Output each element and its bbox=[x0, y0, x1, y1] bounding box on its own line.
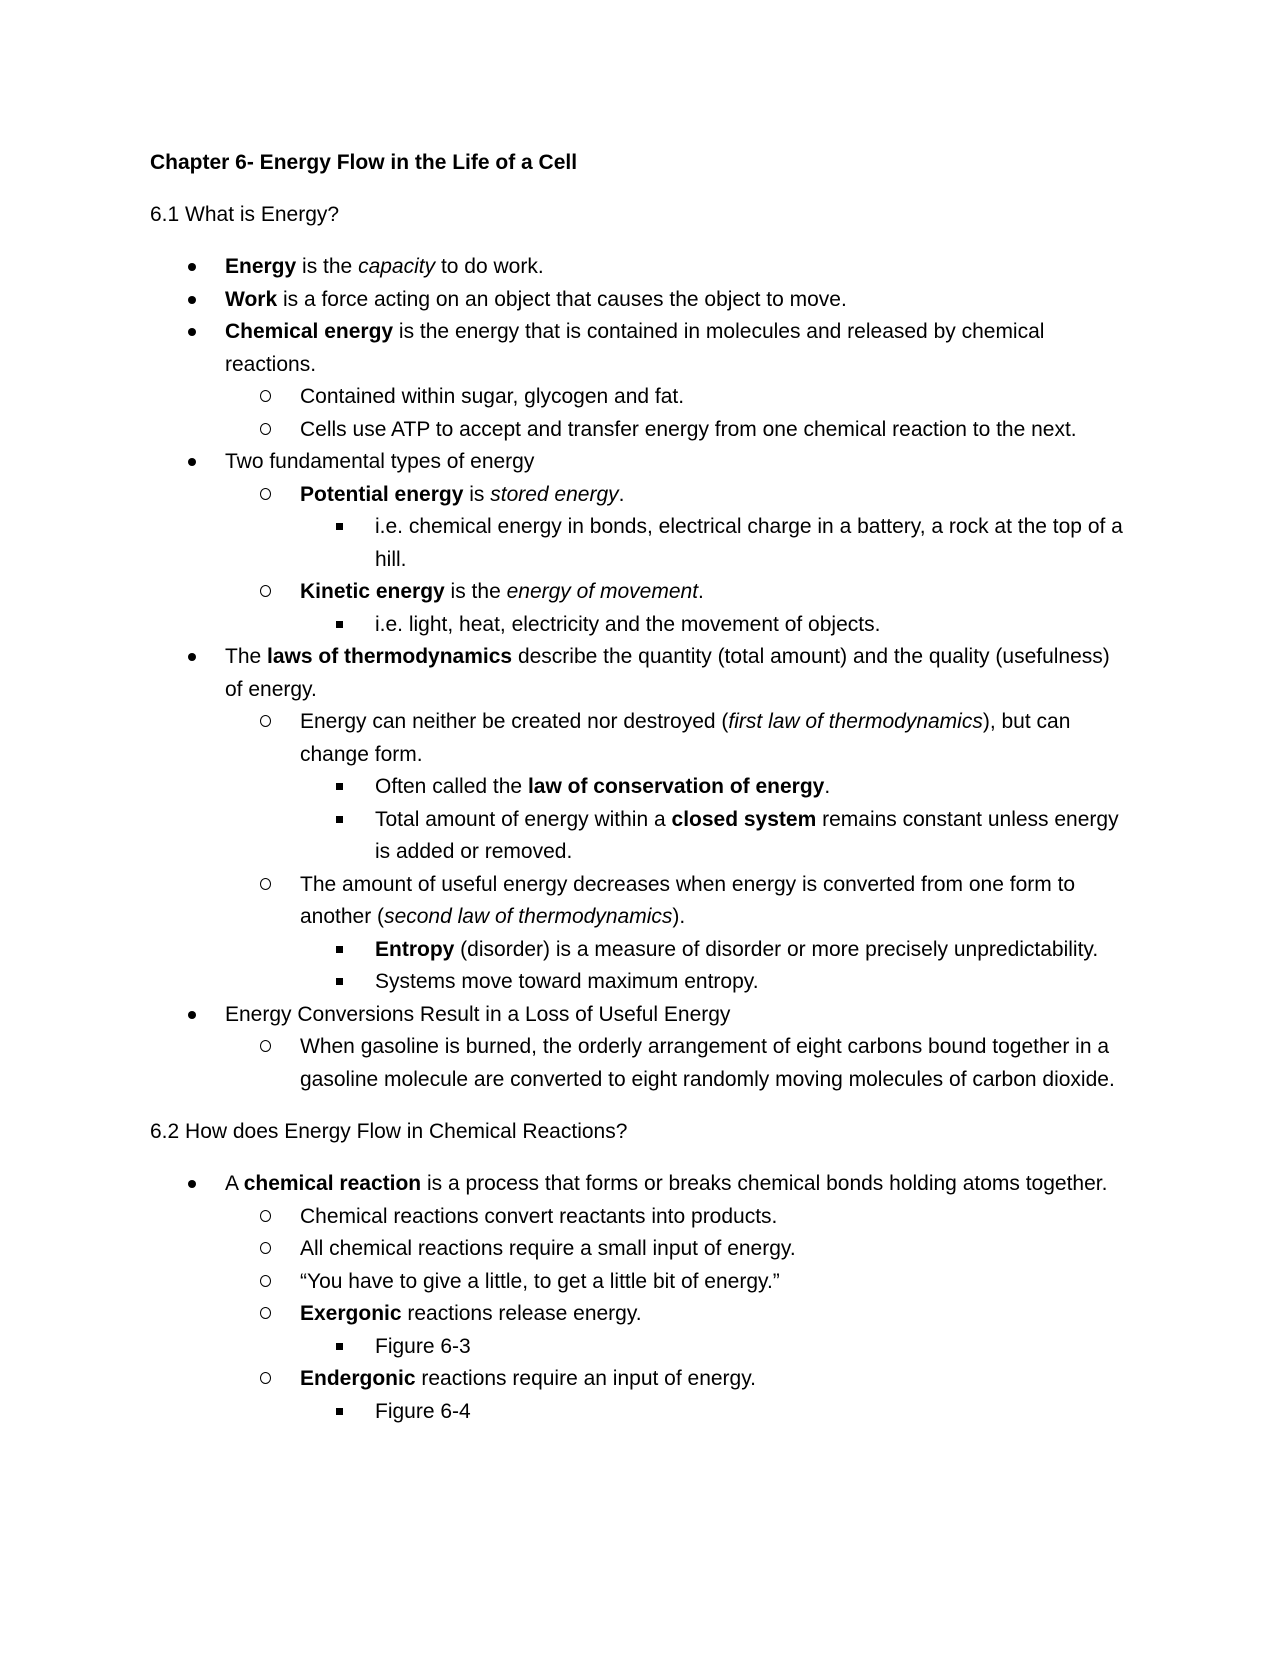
circle-bullet-icon bbox=[225, 381, 300, 413]
circle-bullet-icon bbox=[225, 1201, 300, 1233]
sub-item-endergonic: Endergonic reactions require an input of energy. Figure 6-4 bbox=[225, 1363, 1130, 1428]
sub-item-first-law: Energy can neither be created nor destroyed (first law of thermodynamics), but can change form. Often called the law of conservation of energy. Total amount of energy within a closed system remains constant unless energy is added or removed. bbox=[225, 706, 1130, 869]
page-title: Chapter 6- Energy Flow in the Life of a Cell bbox=[150, 151, 578, 174]
sub-sub-list bbox=[300, 934, 1130, 999]
sub-sub-item: Systems move toward maximum entropy. bbox=[300, 966, 1130, 999]
bullet-icon bbox=[150, 251, 225, 283]
circle-bullet-icon bbox=[225, 706, 300, 738]
circle-bullet-icon bbox=[225, 1363, 300, 1395]
square-bullet-icon bbox=[300, 771, 375, 803]
document-page bbox=[150, 147, 1130, 1428]
bullet-icon bbox=[150, 446, 225, 478]
sub-list bbox=[225, 706, 1130, 999]
bullet-icon bbox=[150, 999, 225, 1031]
bullet-icon bbox=[150, 1168, 225, 1200]
sub-list bbox=[225, 381, 1130, 446]
sub-list bbox=[225, 479, 1130, 642]
sub-sub-item: Figure 6-4 bbox=[300, 1396, 1130, 1429]
list-item-work: Work is a force acting on an object that causes the object to move. bbox=[150, 284, 1130, 317]
circle-bullet-icon bbox=[225, 1266, 300, 1298]
circle-bullet-icon bbox=[225, 576, 300, 608]
sub-item: Cells use ATP to accept and transfer energy from one chemical reaction to the next. bbox=[225, 414, 1130, 447]
circle-bullet-icon bbox=[225, 479, 300, 511]
sub-list bbox=[225, 1201, 1130, 1429]
bullet-icon bbox=[150, 641, 225, 673]
sub-sub-list bbox=[300, 609, 1130, 642]
circle-bullet-icon bbox=[225, 1233, 300, 1265]
sub-sub-list bbox=[300, 1396, 1130, 1429]
section-heading-6-1: 6.1 What is Energy? bbox=[150, 203, 340, 226]
bullet-icon bbox=[150, 284, 225, 316]
sub-item-exergonic: Exergonic reactions release energy. Figure 6-3 bbox=[225, 1298, 1130, 1363]
square-bullet-icon bbox=[300, 609, 375, 641]
square-bullet-icon bbox=[300, 1331, 375, 1363]
sub-sub-item: Figure 6-3 bbox=[300, 1331, 1130, 1364]
list-item-energy-conversions: Energy Conversions Result in a Loss of Useful Energy When gasoline is burned, the orderly arrangement of eight carbons bound together in a gasoline molecule are converted to eight randomly moving molecules of carbon dioxide. bbox=[150, 999, 1130, 1097]
square-bullet-icon bbox=[300, 804, 375, 836]
circle-bullet-icon bbox=[225, 414, 300, 446]
sub-sub-list bbox=[300, 771, 1130, 869]
sub-sub-item: i.e. chemical energy in bonds, electrical charge in a battery, a rock at the top of a hill. bbox=[300, 511, 1130, 576]
sub-sub-item: Entropy (disorder) is a measure of disorder or more precisely unpredictability. bbox=[300, 934, 1130, 967]
section-6-2-list bbox=[150, 1168, 1130, 1428]
sub-item-second-law: The amount of useful energy decreases when energy is converted from one form to another (second law of thermodynamics). Entropy (disorder) is a measure of disorder or more precisely unpredictability. Systems move toward maximum entropy. bbox=[225, 869, 1130, 999]
square-bullet-icon bbox=[300, 934, 375, 966]
sub-item-kinetic-energy: Kinetic energy is the energy of movement. i.e. light, heat, electricity and the movement of objects. bbox=[225, 576, 1130, 641]
list-item-energy-types: Two fundamental types of energy Potential energy is stored energy. i.e. chemical energy in bonds, electrical charge in a battery, a rock at the top of a hill. Kinetic energy is the energy of movement. i.e. light, heat, electricity and the movement of objects. bbox=[150, 446, 1130, 641]
sub-item: Contained within sugar, glycogen and fat. bbox=[225, 381, 1130, 414]
sub-item-potential-energy: Potential energy is stored energy. i.e. chemical energy in bonds, electrical charge in a battery, a rock at the top of a hill. bbox=[225, 479, 1130, 577]
circle-bullet-icon bbox=[225, 869, 300, 901]
section-6-1-list bbox=[150, 251, 1130, 1096]
section-heading-6-2: 6.2 How does Energy Flow in Chemical Reactions? bbox=[150, 1120, 628, 1143]
square-bullet-icon bbox=[300, 966, 375, 998]
list-item-energy: Energy is the capacity to do work. bbox=[150, 251, 1130, 284]
sub-sub-list bbox=[300, 511, 1130, 576]
sub-sub-item: i.e. light, heat, electricity and the movement of objects. bbox=[300, 609, 1130, 642]
sub-item: “You have to give a little, to get a little bit of energy.” bbox=[225, 1266, 1130, 1299]
sub-sub-item: Total amount of energy within a closed system remains constant unless energy is added or removed. bbox=[300, 804, 1130, 869]
square-bullet-icon bbox=[300, 511, 375, 543]
square-bullet-icon bbox=[300, 1396, 375, 1428]
list-item-chemical-reaction: A chemical reaction is a process that forms or breaks chemical bonds holding atoms together. Chemical reactions convert reactants into products. All chemical reactions require a small input of energy. “You have to give a little, to get a little bit of energy.” Exergonic reactions release energy. Figure 6-3 Endergonic reactions require an input of energy. Figure 6-4 bbox=[150, 1168, 1130, 1428]
circle-bullet-icon bbox=[225, 1031, 300, 1063]
sub-item: When gasoline is burned, the orderly arrangement of eight carbons bound together in a gasoline molecule are converted to eight randomly moving molecules of carbon dioxide. bbox=[225, 1031, 1130, 1096]
sub-item: All chemical reactions require a small input of energy. bbox=[225, 1233, 1130, 1266]
sub-list bbox=[225, 1031, 1130, 1096]
sub-sub-item: Often called the law of conservation of energy. bbox=[300, 771, 1130, 804]
sub-sub-list bbox=[300, 1331, 1130, 1364]
bullet-icon bbox=[150, 316, 225, 348]
circle-bullet-icon bbox=[225, 1298, 300, 1330]
sub-item: Chemical reactions convert reactants into products. bbox=[225, 1201, 1130, 1234]
list-item-laws-of-thermodynamics: The laws of thermodynamics describe the quantity (total amount) and the quality (usefulness) of energy. Energy can neither be created nor destroyed (first law of thermodynamics), but can change form. Often called the law of conservation of energy. Total amount of energy within a closed system remains constant unless energy is added or removed. The amount of useful energy decreases when energy is converted from one form to another (second law of thermodynamics). Entropy (disorder) is a measure of disorder or more precisely unpredictability. Systems move toward maximum entropy. bbox=[150, 641, 1130, 999]
list-item-chemical-energy: Chemical energy is the energy that is contained in molecules and released by chemical reactions. Contained within sugar, glycogen and fat. Cells use ATP to accept and transfer energy from one chemical reaction to the next. bbox=[150, 316, 1130, 446]
